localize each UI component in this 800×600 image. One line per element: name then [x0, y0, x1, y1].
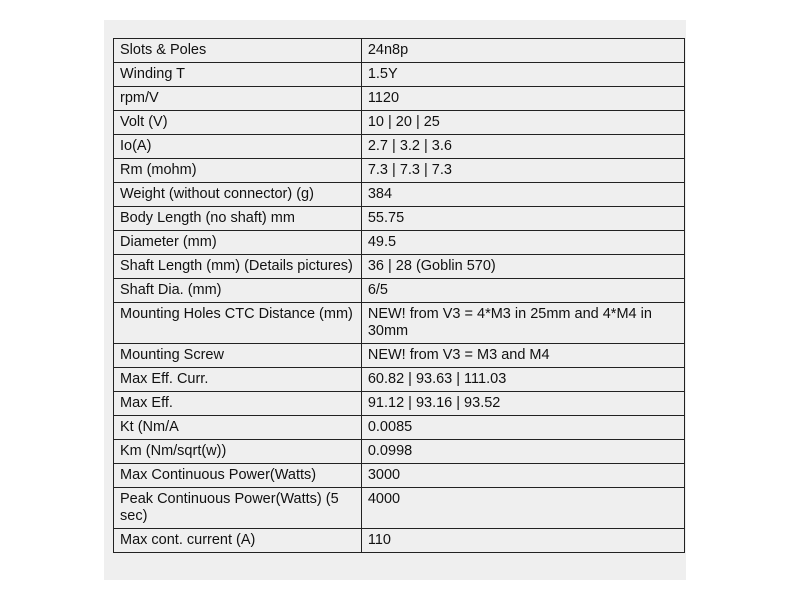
spec-value: 2.7 | 3.2 | 3.6: [361, 135, 684, 159]
spec-value: 91.12 | 93.16 | 93.52: [361, 392, 684, 416]
table-row: [114, 488, 685, 529]
spec-value: 110: [361, 529, 684, 553]
table-row: [114, 183, 685, 207]
spec-label: Mounting Screw: [114, 344, 362, 368]
table-row: [114, 344, 685, 368]
spec-label: Rm (mohm): [114, 159, 362, 183]
table-row: [114, 368, 685, 392]
spec-label: Body Length (no shaft) mm: [114, 207, 362, 231]
table-row: [114, 159, 685, 183]
table-row: [114, 135, 685, 159]
table-row: [114, 529, 685, 553]
table-row: [114, 207, 685, 231]
table-row: [114, 303, 685, 344]
spec-value: 60.82 | 93.63 | 111.03: [361, 368, 684, 392]
table-row: [114, 39, 685, 63]
spec-label: Peak Continuous Power(Watts) (5 sec): [114, 488, 362, 529]
spec-value: 1120: [361, 87, 684, 111]
spec-value: 7.3 | 7.3 | 7.3: [361, 159, 684, 183]
table-row: [114, 63, 685, 87]
spec-value: 0.0998: [361, 440, 684, 464]
spec-value: NEW! from V3 = M3 and M4: [361, 344, 684, 368]
spec-value: 55.75: [361, 207, 684, 231]
spec-label: Volt (V): [114, 111, 362, 135]
table-row: [114, 392, 685, 416]
spec-label: Max Eff. Curr.: [114, 368, 362, 392]
spec-label: Shaft Dia. (mm): [114, 279, 362, 303]
spec-label: Km (Nm/sqrt(w)): [114, 440, 362, 464]
spec-label: Mounting Holes CTC Distance (mm): [114, 303, 362, 344]
spec-label: Max cont. current (A): [114, 529, 362, 553]
spec-value: NEW! from V3 = 4*M3 in 25mm and 4*M4 in 30mm: [361, 303, 684, 344]
spec-value: 6/5: [361, 279, 684, 303]
spec-value: 49.5: [361, 231, 684, 255]
spec-label: rpm/V: [114, 87, 362, 111]
spec-value: 36 | 28 (Goblin 570): [361, 255, 684, 279]
spec-value: 4000: [361, 488, 684, 529]
spec-label: Kt (Nm/A: [114, 416, 362, 440]
spec-label: Max Eff.: [114, 392, 362, 416]
table-row: [114, 111, 685, 135]
spec-label: Io(A): [114, 135, 362, 159]
spec-value: 10 | 20 | 25: [361, 111, 684, 135]
table-row: [114, 255, 685, 279]
spec-label: Weight (without connector) (g): [114, 183, 362, 207]
spec-value: 0.0085: [361, 416, 684, 440]
spec-label: Diameter (mm): [114, 231, 362, 255]
motor-spec-table: [113, 38, 685, 553]
table-row: [114, 416, 685, 440]
spec-label: Max Continuous Power(Watts): [114, 464, 362, 488]
table-row: [114, 87, 685, 111]
table-row: [114, 440, 685, 464]
table-row: [114, 231, 685, 255]
spec-label: Slots & Poles: [114, 39, 362, 63]
spec-value: 1.5Y: [361, 63, 684, 87]
spec-value: 3000: [361, 464, 684, 488]
spec-value: 384: [361, 183, 684, 207]
table-row: [114, 279, 685, 303]
spec-value: 24n8p: [361, 39, 684, 63]
spec-label: Winding T: [114, 63, 362, 87]
table-row: [114, 464, 685, 488]
spec-label: Shaft Length (mm) (Details pictures): [114, 255, 362, 279]
